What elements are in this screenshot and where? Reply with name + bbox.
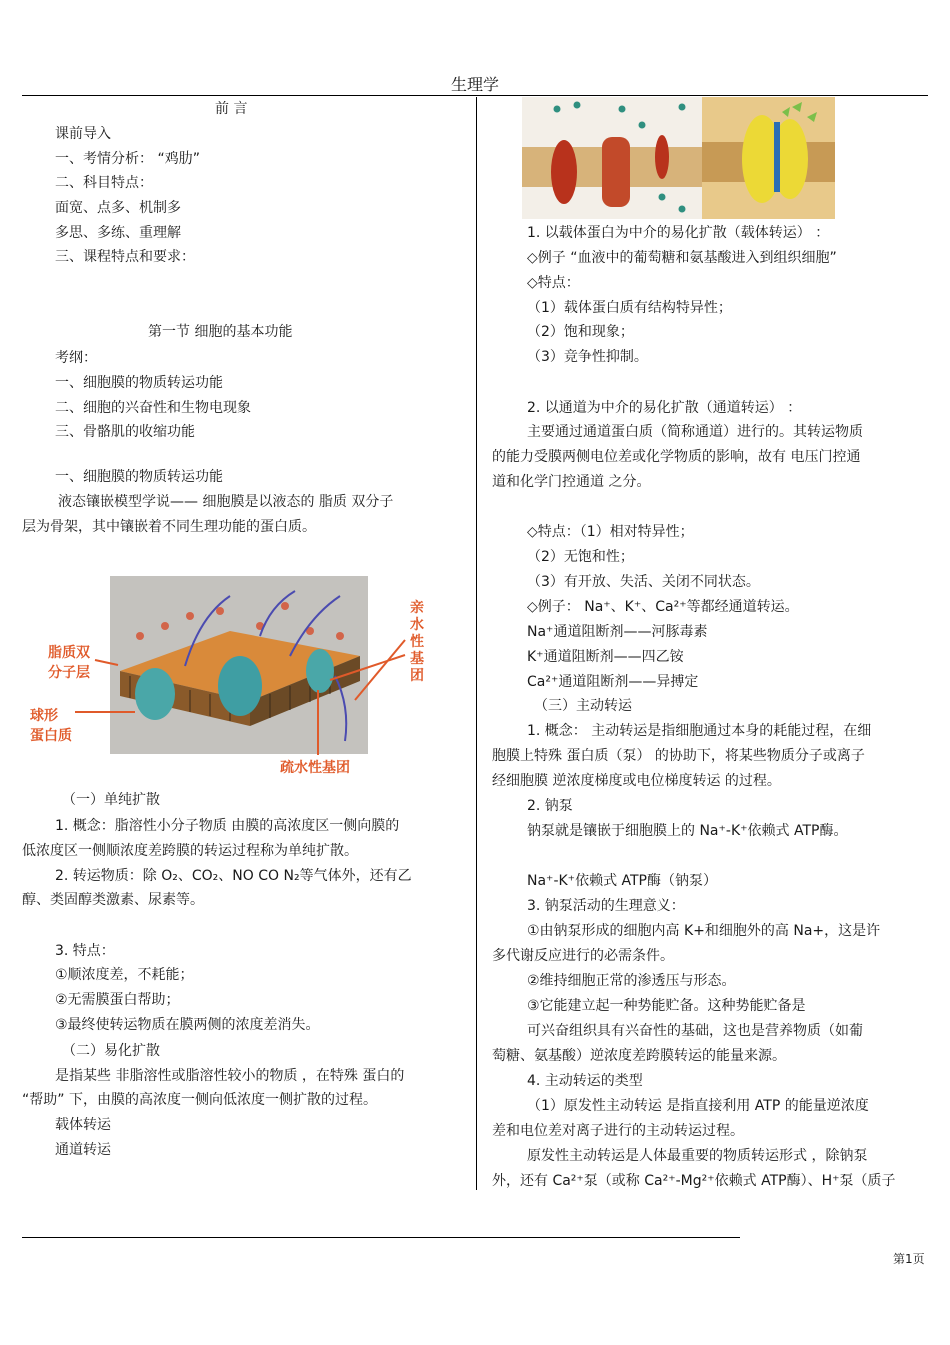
right-line: （3）有开放、失活、关闭不同状态。 [527,574,760,590]
right-line: 的能力受膜两侧电位差或化学物质的影响，故有 电压门控通 [492,449,861,465]
footer-rule [22,1237,740,1238]
right-line: 可兴奋组织具有兴奋性的基础，这也是营养物质（如葡 [527,1023,863,1039]
left-line: 载体转运 [55,1117,111,1133]
right-line: 萄糖、氨基酸）逆浓度差跨膜转运的能量来源。 [492,1048,786,1064]
right-line: Na⁺-K⁺依赖式 ATP酶（钠泵） [527,873,717,889]
left-line: “帮助” 下，由膜的高浓度一侧向低浓度一侧扩散的过程。 [22,1092,377,1108]
left-line: 3. 特点： [55,943,115,959]
right-line: 胞膜上特殊 蛋白质（泵） 的协助下，将某些物质分子或离子 [492,748,865,764]
left-line: ②无需膜蛋白帮助； [55,992,180,1008]
left-line: ③最终使转运物质在膜两侧的浓度差消失。 [55,1017,320,1033]
right-line: 经细胞膜 逆浓度梯度或电位梯度转运 的过程。 [492,773,781,789]
left-line: 层为骨架，其中镶嵌着不同生理功能的蛋白质。 [22,519,316,535]
left-line: 低浓度区一侧顺浓度差跨膜的转运过程称为单纯扩散。 [22,843,358,859]
right-line: 原发性主动转运是人体最重要的物质转运形式 ，除钠泵 [527,1148,868,1164]
column-divider [476,97,477,1190]
right-line: （3）竞争性抑制。 [527,349,648,365]
right-line: ③它能建立起一种势能贮备。这种势能贮备是 [527,998,806,1014]
left-line: 2. 转运物质：除 O₂、CO₂、NO CO N₂等气体外，还有乙 [55,868,412,884]
left-line: 二、细胞的兴奋性和生物电现象 [55,400,251,416]
left-line: 多思、多练、重理解 [55,225,181,241]
left-line: 三、骨骼肌的收缩功能 [55,424,195,440]
left-line: 面宽、点多、机制多 [55,200,181,216]
right-line: 2. 钠泵 [527,798,573,814]
left-line: 是指某些 非脂溶性或脂溶性较小的物质 ，在特殊 蛋白的 [55,1068,405,1084]
left-line: 一、考情分析： “鸡肋” [55,151,200,167]
right-line: （1）载体蛋白质有结构特异性； [527,300,732,316]
right-line: ②维持细胞正常的渗透压与形态。 [527,973,736,989]
carrier-channel-illustration [522,97,835,219]
right-line: ◇特点： [527,275,580,291]
hydrophobic-group-label: 疏水性基团 [280,760,350,776]
right-line: ①由钠泵形成的细胞内高 K+和细胞外的高 Na+，这是许 [527,923,881,939]
right-line: 1. 概念： 主动转运是指细胞通过本身的耗能过程，在细 [527,723,872,739]
left-line: ①顺浓度差，不耗能； [55,967,194,983]
transport-figure [522,97,835,219]
hydrophilic-group-label: 亲 水 性 基 团 [410,600,424,684]
left-line: 课前导入 [55,126,111,142]
left-subheading: （二）易化扩散 [62,1043,160,1059]
right-line: 4. 主动转运的类型 [527,1073,643,1089]
left-line: 1. 概念：脂溶性小分子物质 由膜的高浓度区一侧向膜的 [55,818,400,834]
globular-protein-label: 球形 蛋白质 [30,708,72,744]
right-line: 2. 以通道为中介的易化扩散（通道转运） ： [527,400,802,416]
right-line: （2）无饱和性； [527,549,634,565]
left-subheading: （一）单纯扩散 [62,792,160,808]
right-line: 主要通过通道蛋白质（简称通道）进行的。其转运物质 [527,424,863,440]
figure-pointer-lines [0,0,476,800]
left-line: 考纲： [55,350,97,366]
preface-heading: 前 言 [215,101,248,117]
right-line: 钠泵就是镶嵌于细胞膜上的 Na⁺-K⁺依赖式 ATP酶。 [527,823,848,839]
right-line: K⁺通道阻断剂——四乙铵 [527,649,684,665]
right-subheading: （三）主动转运 [534,698,632,714]
right-line: Na⁺通道阻断剂——河豚毒素 [527,624,708,640]
left-line: 三、课程特点和要求： [55,249,195,265]
page-header-title: 生理学 [450,75,499,94]
left-line: 液态镶嵌模型学说—— 细胞膜是以液态的 脂质 双分子 [58,494,394,510]
page-number: 第1页 [893,1252,925,1266]
left-line: 二、科目特点： [55,175,153,191]
lipid-bilayer-label: 脂质双 分子层 [48,645,90,681]
right-line: （2）饱和现象； [527,324,634,340]
right-line: 1. 以载体蛋白为中介的易化扩散（载体转运） ： [527,225,830,241]
right-line: ◇特点：（1）相对特异性； [527,524,694,540]
left-line: 醇、类固醇类激素、尿素等。 [22,892,204,908]
left-line: 通道转运 [55,1142,111,1158]
section-heading: 第一节 细胞的基本功能 [148,324,293,340]
left-line: 一、细胞膜的物质转运功能 [55,375,223,391]
right-line: （1）原发性主动转运 是指直接利用 ATP 的能量逆浓度 [527,1098,869,1114]
right-line: 道和化学门控通道 之分。 [492,474,651,490]
right-line: ◇例子 “血液中的葡萄糖和氨基酸进入到组织细胞” [527,250,837,266]
right-line: Ca²⁺通道阻断剂——异搏定 [527,674,699,690]
right-line: 3. 钠泵活动的生理意义： [527,898,685,914]
right-line: ◇例子： Na⁺、K⁺、Ca²⁺等都经通道转运。 [527,599,799,615]
right-line: 差和电位差对离子进行的主动转运过程。 [492,1123,744,1139]
right-line: 多代谢反应进行的必需条件。 [492,948,674,964]
right-line: 外，还有 Ca²⁺泵（或称 Ca²⁺-Mg²⁺依赖式 ATP酶）、H⁺泵（质子 [492,1173,896,1189]
left-line: 一、细胞膜的物质转运功能 [55,469,223,485]
